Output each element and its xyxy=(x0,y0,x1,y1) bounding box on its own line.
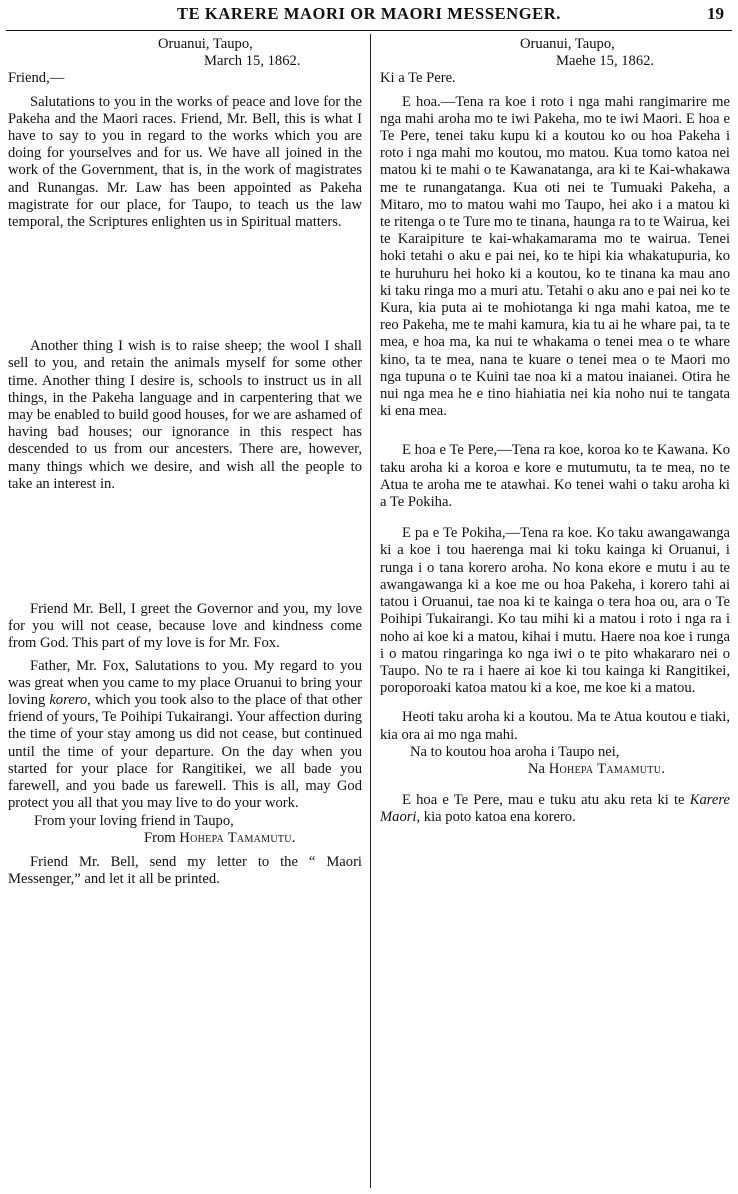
newspaper-title: TE KARERE MAORI OR MAORI MESSENGER. xyxy=(176,4,562,23)
english-paragraph-4 xyxy=(8,658,362,813)
maori-signature-from: Na xyxy=(528,760,546,777)
english-dateline-date: March 15, 1862. xyxy=(204,53,301,70)
maori-paragraph-5-text-b: kia poto katoa ena korero. xyxy=(420,809,576,826)
english-korero-word: korero, xyxy=(49,692,91,709)
english-column xyxy=(8,36,362,1190)
english-paragraph-4-text-a: Father, Mr. Fox, Salutations to you. My regard to you was great when you came to my place Oruanui to bring your loving xyxy=(8,657,362,709)
english-signature xyxy=(8,830,362,847)
maori-salutation: Ki a Te Pere. xyxy=(380,70,456,87)
maori-paragraph-5-text-a: E hoa e Te Pere, mau e tuku atu aku reta ki te xyxy=(402,792,690,809)
english-paragraph-5: Friend Mr. Bell, send my letter to the “ Maori Messenger,” and let it all be printed. xyxy=(8,853,362,888)
english-paragraph-2: Another thing I wish is to raise sheep; the wool I shall sell to you, and retain the animals myself for some other time. Another thing I desire is, schools to instruct us in all things, in the Pakeha language and in carpentering that we may be enabled to build good houses, for we are ashamed of having bad houses; our ignorance in this respect has descended to us from our ancesters. There are, however, many things which we desire, and wish all the people to take an interest in. xyxy=(8,338,362,492)
english-signoff: From your loving friend in Taupo, xyxy=(34,812,234,829)
maori-paragraph-1: E hoa.—Tena ra koe i roto i nga mahi rangimarire me nga mahi aroha mo te iwi Pakeha, mo te iwi Maori. E hoa e Te Pere, tenei taku kupu ki a koutou ko ou hoa Pakeha i roto i nga mahi mo koutou, mo matou. Kua tomo katoa nei matou ki te mahi o te Kawanatanga, ara ki te Kai-whakawa me te runangatanga. Kua oti nei te Tumuaki Pakeha, a Mitaro, mo to matou wahi mo Taupo, hei ako i a matou ki te ritenga o te Ture mo te tinana, haunga ra to te Wairua, kei te Karaipiture te kai-whakamarama mo te wairua. Tenei hoki tetahi o aku e pai nei, ko te hipi kia whakatupuria, ko te huruhuru hei hoko ki a koutou, ko te tinana ka mau ano ki taku ringa mo a muri atu. Tetahi o aku ano e pai nei ko te Kura, kia puta ai te mohiotanga ki nga mahi katoa, me te reo Pakeha, me te mahi kamura, kia tu ai he whare pai, ta te mea, e hoa ma, ka nui te whakama o tenei mea o te whare kino, ta te mea, nana te kuare o tenei mea o te Maori mo nga tupuna o te Kuini tae noa ki a matou inaianei. Otira he nui nga mea he e tino hiahiatia nei kia noho nui te tangata ki ena mea. xyxy=(380,93,730,420)
maori-paragraph-4: Heoti taku aroha ki a koutou. Ma te Atua koutou e tiaki, kia ora ai mo nga mahi. xyxy=(380,709,730,743)
maori-dateline-date: Maehe 15, 1862. xyxy=(556,53,655,70)
header-rule xyxy=(6,30,732,31)
maori-signature-name: Hohepa Tamamutu. xyxy=(548,760,666,777)
english-salutation: Friend,— xyxy=(8,70,65,87)
maori-paragraph-3: E pa e Te Pokiha,—Tena ra koe. Ko taku awangawanga ki a koe i tou haerenga mai ki toku kainga ki Oruanui, i runga i o tana korero aroha. No kona ekore e mutu i au te awangawanga ki a koe me ou hoa Pakeha, i korero tahi ai tatou i Oruanui, tae noa ki te kainga o tera hoa ou, ara o Te Poihipi Tukairangi. Ko tau mihi ki a matou i roto i nga ra i noho ai koe ki a matou, kihai i mutu. Haere noa koe i runga i o matou ringaringa ko nga iwi o te pito whakararo nei o Taupo. No te ra i haere ai koe ki tou kainga ki Rangitikei, poroporoaki katoa matou ki a koe, me koe ki a matou. xyxy=(380,525,730,697)
english-signature-from: From xyxy=(144,829,176,846)
maori-column xyxy=(380,36,730,1190)
english-paragraph-1: Salutations to you in the works of peace and love for the Pakeha and the Maori races. Friend, Mr. Bell, this is what I have to say to you in regard to the works which you are doing for yourselves and for us. We have all joined in the work of the Government, that is, in the work of magistrates and Runangas. Mr. Law has been appointed as Pakeha magistrate for our place, for Taupo, to teach us the law temporal, the Scriptures enlighten us in Spiritual matters. xyxy=(8,93,362,231)
maori-signature xyxy=(380,761,730,778)
page-header xyxy=(0,4,738,30)
english-signature-name: Hohepa Tamamutu. xyxy=(179,829,296,846)
column-divider xyxy=(370,34,371,1188)
maori-karere-maori-title: Karere Maori, xyxy=(380,792,730,826)
maori-dateline-place: Oruanui, Taupo, xyxy=(520,36,615,52)
maori-paragraph-5 xyxy=(380,792,730,826)
english-paragraph-3: Friend Mr. Bell, I greet the Governor and you, my love for you will not cease, because love and kindness come from God. This part of my love is for Mr. Fox. xyxy=(8,601,362,652)
page-number: 19 xyxy=(707,4,724,23)
english-dateline-place: Oruanui, Taupo, xyxy=(158,36,253,52)
maori-signoff: Na to koutou hoa aroha i Taupo nei, xyxy=(410,743,620,760)
maori-paragraph-2: E hoa e Te Pere,—Tena ra koe, koroa ko te Kawana. Ko taku aroha ki a koroa e kore e mutumutu, ta te mea, no te Atua te aroha me te atawhai. Ko tenei wahi o taku aroha ki a Te Pokiha. xyxy=(380,442,730,511)
english-paragraph-4-text-b: which you took also to the place of that other friend of yours, Te Poihipi Tukairangi. Your affection during the time of your stay among us did not cease, but continued until the time of your departure. On the day when you started for your place for Rangitikei, we all bade you farewell, and you bade us farewell. This is all, may God protect you all that you may live to do your work. xyxy=(8,692,362,812)
